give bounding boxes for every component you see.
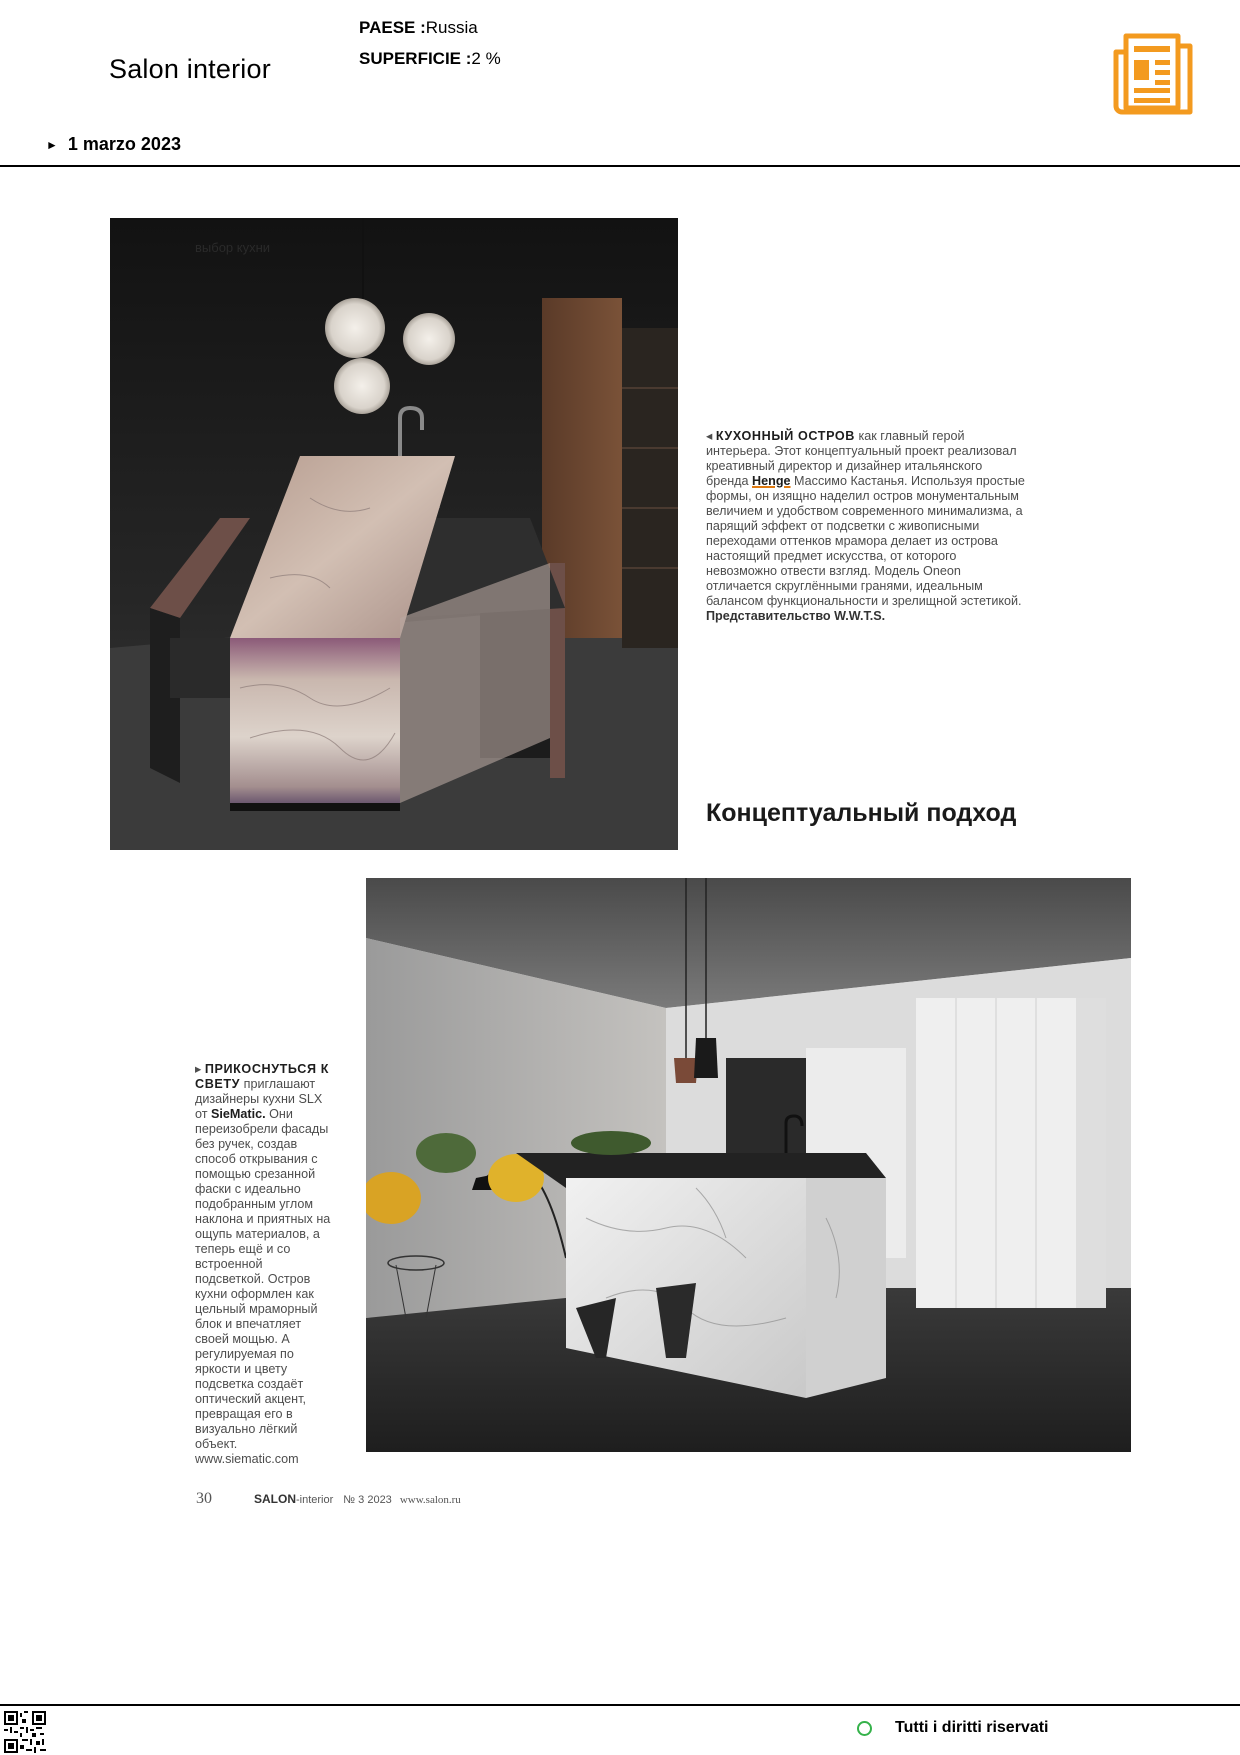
publication-title: Salon interior (109, 54, 271, 84)
caption-top-text-1: как главный герой интерьера. Этот концептуальный проект реализовал креативный директор и дизайнер итальянского бренда (706, 429, 1017, 488)
magazine-site: www.salon.ru (399, 1494, 461, 1506)
country-value: Russia (425, 18, 478, 37)
caption-top-representative: Представительство W.W.T.S. (706, 609, 886, 623)
caption-top-lead: КУХОННЫЙ ОСТРОВ (715, 429, 855, 443)
caption-top-brand: Henge (752, 474, 791, 488)
caption-siematic (195, 1062, 335, 1467)
kitchen-island-photo (110, 218, 678, 850)
country-line (359, 18, 478, 38)
qr-code-icon (4, 1711, 46, 1753)
magazine-name-bold: SALON (254, 1492, 296, 1506)
surface-line (359, 49, 501, 69)
country-label: PAESE : (359, 18, 426, 37)
caption-top-text-2: Массимо Кастанья. Используя простые формы, он изящно наделил остров монументальным величием и удобством современного минимализма, а парящий эффект от подсветки с живописными переходами оттенков мрамора делает из острова настоящий предмет искусства, от которого невозможно отвести взгляд. Модель Oneon отличается скруглёнными гранями, идеальным балансом функциональности и зрелищной эстетикой. (706, 474, 1025, 608)
header-divider (0, 165, 1240, 167)
caption-bottom-lead: ПРИКОСНУТЬСЯ К СВЕТУ (195, 1062, 330, 1091)
photo-watermark: выбор кухни (195, 240, 271, 255)
date-row (46, 134, 181, 155)
page-number: 30 (196, 1490, 212, 1507)
surface-value: 2 % (471, 49, 501, 68)
caption-arrow-right-icon: ▸ (195, 1062, 205, 1076)
caption-bottom-text-1: приглашают дизайнеры кухни SLX от (195, 1077, 323, 1121)
caption-kitchen-island (706, 429, 1026, 624)
caption-bottom-brand: SieMatic. (211, 1107, 266, 1121)
newspaper-icon (1112, 30, 1196, 118)
caption-bottom-url: www.siematic.com (195, 1452, 299, 1466)
publication-date: 1 marzo 2023 (67, 134, 181, 154)
footer-divider (0, 1704, 1240, 1706)
rights-notice: Tutti i diritti riservati (895, 1719, 1049, 1736)
magazine-name-rest: -interior (296, 1494, 334, 1506)
article-headline: Концептуальный подход (706, 799, 1017, 827)
issue-number: № 3 2023 (343, 1494, 392, 1506)
status-circle-icon (857, 1721, 872, 1736)
caption-bottom-text-2: Они переизобрели фасады без ручек, создав способ открывания с помощью срезанной фаски с идеально подобранным углом наклона и приятных на ощупь материалов, а теперь ещё и со встроенной подсветкой. Остров кухни оформлен как цельный мраморный блок и впечатляет своей мощью. А регулируемая по яркости и цвету подсветка создаёт оптический акцент, превращая его в визуально лёгкий объект. (195, 1107, 331, 1451)
white-kitchen-photo (366, 878, 1131, 1452)
triangle-right-icon: ► (46, 138, 58, 152)
surface-label: SUPERFICIE : (359, 49, 472, 68)
caption-arrow-left-icon: ◂ (706, 429, 716, 443)
page-folio (196, 1490, 461, 1508)
